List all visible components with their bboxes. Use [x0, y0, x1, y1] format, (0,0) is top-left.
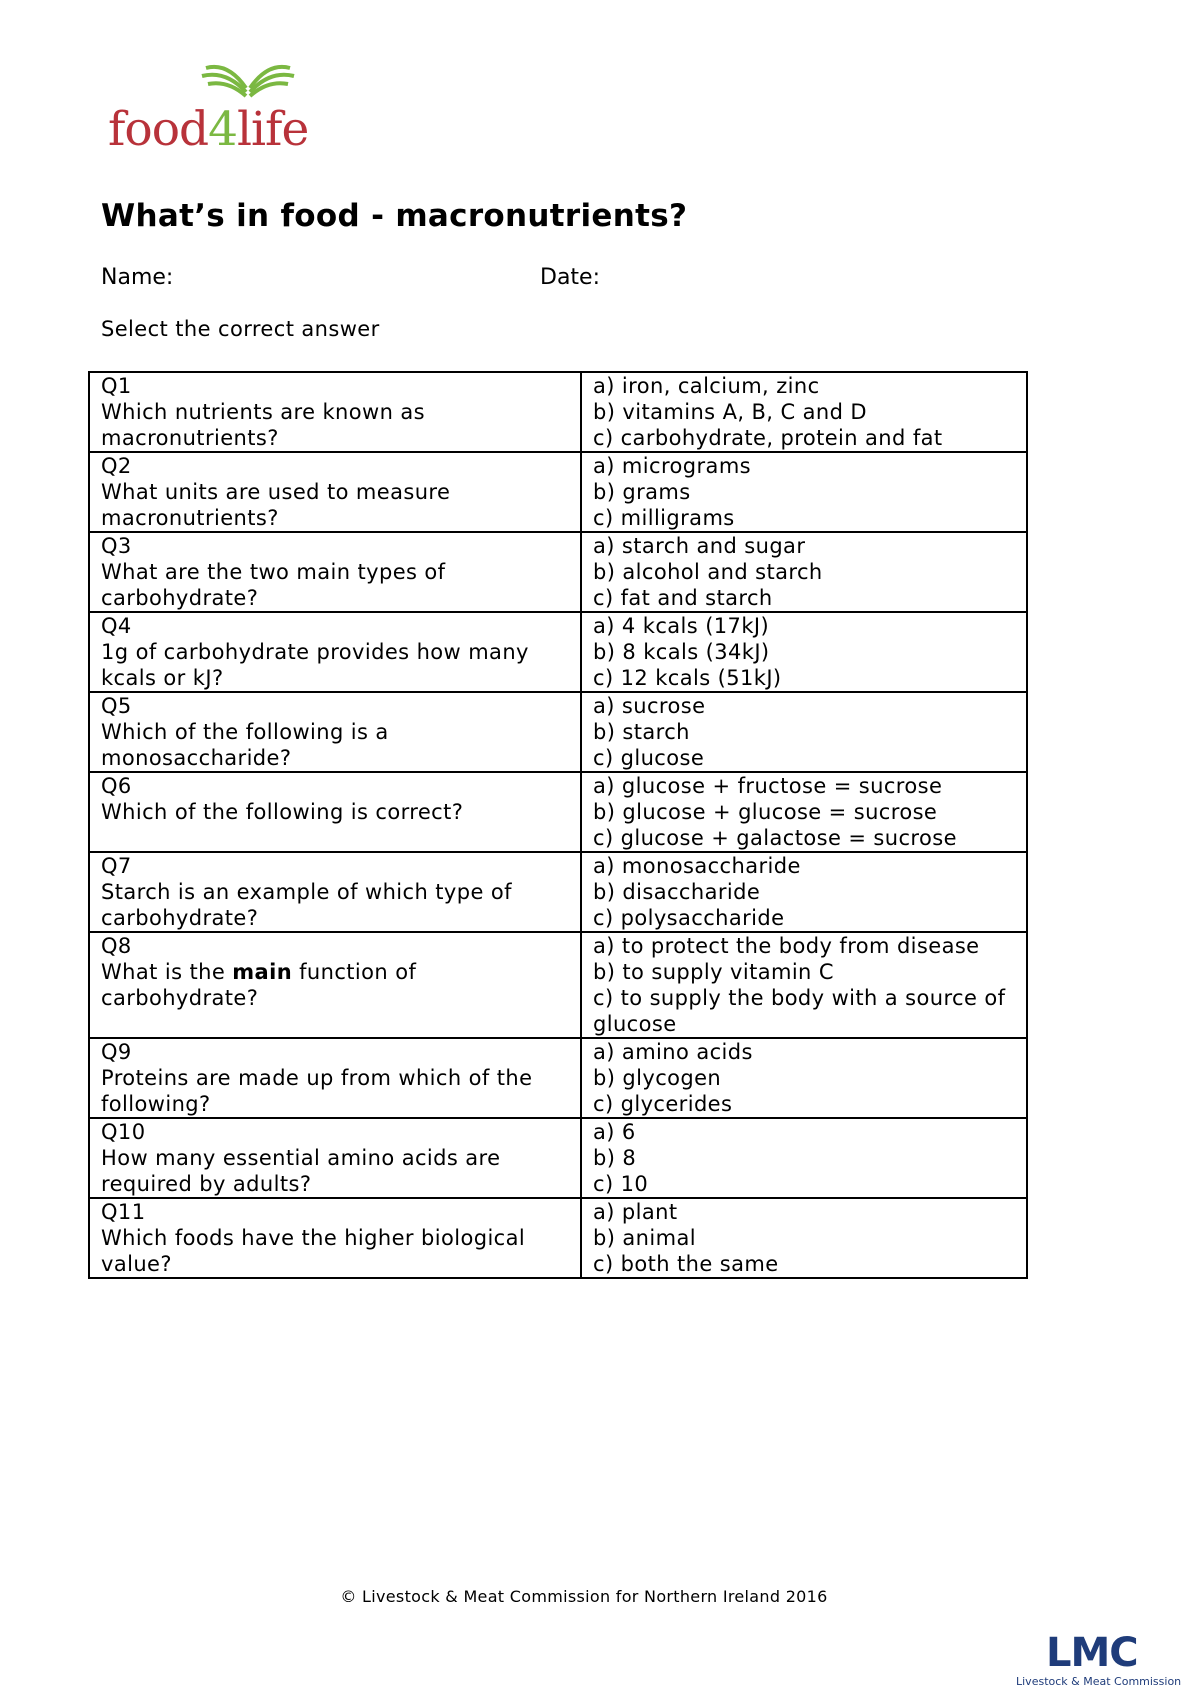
answer-cell: [581, 772, 1027, 852]
question-number: Q5: [101, 694, 132, 718]
answer-option[interactable]: a) plant: [593, 1200, 678, 1224]
table-row: [89, 692, 1027, 772]
question-text: Proteins are made up from which of the: [101, 1066, 533, 1090]
question-text: Which nutrients are known as: [101, 400, 425, 424]
answer-option-continued[interactable]: glucose: [593, 1012, 677, 1036]
question-text: macronutrients?: [101, 506, 279, 530]
question-number: Q11: [101, 1200, 146, 1224]
question-text: 1g of carbohydrate provides how many: [101, 640, 529, 664]
question-cell: [89, 1038, 581, 1118]
question-number: Q8: [101, 934, 132, 958]
answer-option[interactable]: c) 12 kcals (51kJ): [593, 666, 782, 690]
logo-wordmark: food4life: [108, 102, 309, 157]
emphasis-main: main: [232, 960, 293, 984]
question-text: What units are used to measure: [101, 480, 451, 504]
answer-option[interactable]: c) both the same: [593, 1252, 779, 1276]
lmc-subtitle: Livestock & Meat Commission: [1016, 1675, 1182, 1688]
name-label: Name:: [101, 265, 174, 290]
page-title: What’s in food - macronutrients?: [101, 198, 688, 234]
quiz-table: [88, 371, 1028, 1279]
question-cell: [89, 852, 581, 932]
answer-option[interactable]: b) 8: [593, 1146, 637, 1170]
question-cell: [89, 452, 581, 532]
question-cell: [89, 1118, 581, 1198]
question-cell: [89, 692, 581, 772]
question-text: required by adults?: [101, 1172, 312, 1196]
answer-option[interactable]: a) micrograms: [593, 454, 752, 478]
question-number: Q10: [101, 1120, 146, 1144]
question-number: Q1: [101, 374, 132, 398]
question-cell: [89, 772, 581, 852]
question-number: Q9: [101, 1040, 132, 1064]
answer-option[interactable]: a) 4 kcals (17kJ): [593, 614, 770, 638]
answer-option[interactable]: c) glucose: [593, 746, 705, 770]
question-number: Q6: [101, 774, 132, 798]
table-row: [89, 772, 1027, 852]
answer-option[interactable]: c) milligrams: [593, 506, 735, 530]
answer-option[interactable]: c) glycerides: [593, 1092, 733, 1116]
table-row: [89, 932, 1027, 1038]
table-row: [89, 532, 1027, 612]
table-row: [89, 372, 1027, 452]
answer-option[interactable]: b) vitamins A, B, C and D: [593, 400, 867, 424]
answer-option[interactable]: a) amino acids: [593, 1040, 753, 1064]
answer-option[interactable]: b) glycogen: [593, 1066, 722, 1090]
answer-cell: [581, 372, 1027, 452]
answer-option[interactable]: b) to supply vitamin C: [593, 960, 834, 984]
question-text: following?: [101, 1092, 211, 1116]
lmc-logo: [1016, 1630, 1186, 1688]
question-cell: [89, 1198, 581, 1278]
table-row: [89, 1118, 1027, 1198]
instruction-text: Select the correct answer: [101, 317, 380, 341]
question-cell: [89, 932, 581, 1038]
question-text: What is the main function of: [101, 960, 417, 984]
answer-option[interactable]: b) glucose + glucose = sucrose: [593, 800, 938, 824]
copyright-footer: © Livestock & Meat Commission for Northern Ireland 2016: [340, 1587, 828, 1606]
answer-cell: [581, 1118, 1027, 1198]
question-cell: [89, 372, 581, 452]
question-text: Starch is an example of which type of: [101, 880, 512, 904]
answer-option[interactable]: b) starch: [593, 720, 690, 744]
answer-cell: [581, 692, 1027, 772]
answer-cell: [581, 1198, 1027, 1278]
answer-option[interactable]: a) sucrose: [593, 694, 706, 718]
answer-option[interactable]: b) alcohol and starch: [593, 560, 823, 584]
answer-option[interactable]: c) polysaccharide: [593, 906, 785, 930]
question-text: carbohydrate?: [101, 906, 259, 930]
answer-cell: [581, 932, 1027, 1038]
answer-option[interactable]: c) glucose + galactose = sucrose: [593, 826, 957, 850]
table-row: [89, 1198, 1027, 1278]
date-label: Date:: [540, 265, 600, 290]
answer-option[interactable]: b) animal: [593, 1226, 696, 1250]
question-number: Q7: [101, 854, 132, 878]
answer-cell: [581, 532, 1027, 612]
answer-option[interactable]: c) fat and starch: [593, 586, 773, 610]
answer-option[interactable]: b) grams: [593, 480, 691, 504]
answer-option[interactable]: c) to supply the body with a source of: [593, 986, 1006, 1010]
answer-option[interactable]: a) starch and sugar: [593, 534, 806, 558]
question-text: Which of the following is correct?: [101, 800, 464, 824]
question-number: Q4: [101, 614, 132, 638]
question-text: What are the two main types of: [101, 560, 446, 584]
question-text: value?: [101, 1252, 172, 1276]
answer-cell: [581, 1038, 1027, 1118]
question-text: Which of the following is a: [101, 720, 389, 744]
answer-cell: [581, 612, 1027, 692]
table-row: [89, 852, 1027, 932]
table-row: [89, 1038, 1027, 1118]
answer-option[interactable]: b) disaccharide: [593, 880, 761, 904]
answer-option[interactable]: c) 10: [593, 1172, 649, 1196]
answer-option[interactable]: a) to protect the body from disease: [593, 934, 980, 958]
question-text: macronutrients?: [101, 426, 279, 450]
answer-cell: [581, 452, 1027, 532]
answer-option[interactable]: b) 8 kcals (34kJ): [593, 640, 770, 664]
question-text: How many essential amino acids are: [101, 1146, 501, 1170]
answer-option[interactable]: c) carbohydrate, protein and fat: [593, 426, 943, 450]
open-book-icon: [198, 60, 298, 106]
answer-option[interactable]: a) iron, calcium, zinc: [593, 374, 820, 398]
answer-option[interactable]: a) 6: [593, 1120, 636, 1144]
table-row: [89, 612, 1027, 692]
question-text: Which foods have the higher biological: [101, 1226, 526, 1250]
table-row: [89, 452, 1027, 532]
answer-option[interactable]: a) monosaccharide: [593, 854, 801, 878]
question-text: monosaccharide?: [101, 746, 292, 770]
question-text: carbohydrate?: [101, 586, 259, 610]
answer-option[interactable]: a) glucose + fructose = sucrose: [593, 774, 943, 798]
question-cell: [89, 532, 581, 612]
question-number: Q3: [101, 534, 132, 558]
question-text: carbohydrate?: [101, 986, 259, 1010]
lmc-wordmark: LMC: [1046, 1630, 1138, 1676]
question-number: Q2: [101, 454, 132, 478]
answer-cell: [581, 852, 1027, 932]
food4life-logo: [108, 60, 348, 160]
question-text: kcals or kJ?: [101, 666, 224, 690]
question-cell: [89, 612, 581, 692]
